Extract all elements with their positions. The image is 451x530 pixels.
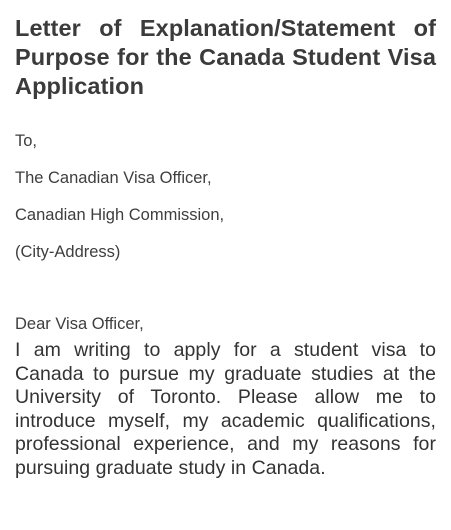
salutation: Dear Visa Officer, <box>15 315 144 333</box>
recipient-officer: The Canadian Visa Officer, <box>15 169 212 187</box>
recipient-to: To, <box>15 132 38 150</box>
recipient-office: Canadian High Commission, <box>15 206 225 224</box>
letter-title: Letter of Explanation/Statement of Purpose for the Canada Student Visa Application <box>15 15 436 99</box>
letter-body-paragraph: I am writing to apply for a student visa to Canada to pursue my graduate studies at the University of Toronto. Please allow me to introduce myself, my academic qualifications, professional experience, and my reasons for pursuing graduate study in Canada. <box>15 339 436 479</box>
recipient-address: (City-Address) <box>15 243 121 261</box>
